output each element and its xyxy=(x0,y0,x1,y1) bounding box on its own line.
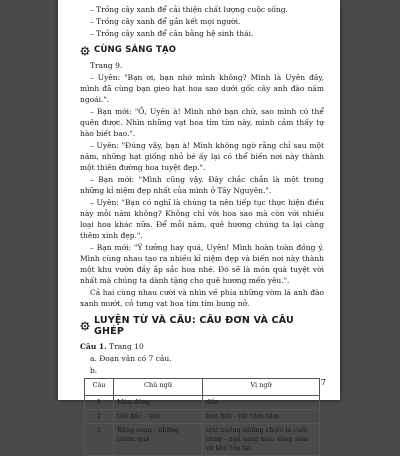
closing-paragraph: Cả hai cùng nhau cười và nhìn về phía những vòm lá anh đào xanh mướt, cỏ tưng vạt hoa tím tím bung nở. xyxy=(80,288,324,308)
answer-b: b. xyxy=(90,366,98,375)
section-heading-cung-sang-tao xyxy=(80,45,324,56)
bullet-item: – Trồng cây xanh để gắn kết mọi người. xyxy=(90,17,241,26)
gear-icon xyxy=(80,46,90,56)
table-row xyxy=(85,424,320,456)
column-header: Chủ ngữ xyxy=(114,379,203,396)
page-ref: Trang 9. xyxy=(90,61,123,70)
page-number: 7 xyxy=(320,378,326,387)
answer-a: a. Đoạn văn có 7 câu. xyxy=(90,354,172,363)
section-heading-luyen-tu-va-cau xyxy=(80,315,324,337)
table-cell: Rặng xoan - những chùm quả xyxy=(114,424,203,456)
dialog-line: – Bạn mới: "Ý tưởng hay quá, Uyên! Mình hoàn toàn đồng ý. Mình cùng nhau tạo ra nhiều kỉ niệm đẹp và biến nơi này thành một khu vườn đầy ắp sắc hoa nhé. Đó sẽ là món quà tuyệt vời nhất mà chúng ta dành tặng cho quê hương mến yêu.". xyxy=(80,243,324,285)
table-cell: hun hút - rét căm căm xyxy=(203,410,320,424)
section-title: CÙNG SÁNG TẠO xyxy=(94,45,177,55)
question-heading xyxy=(80,341,324,352)
table-cell: 1 xyxy=(85,396,114,410)
table-cell: Mùa đông xyxy=(114,396,203,410)
table-header-row xyxy=(85,379,320,396)
dialog-line: – Uyên: "Bạn ơi, bạn nhớ mình không? Mình là Uyên đây, mình đã cùng bạn gieo hạt hoa sao dưới gốc cây anh đào năm ngoái.". xyxy=(80,73,324,104)
document-page xyxy=(58,0,340,452)
table-cell: đến xyxy=(203,396,320,410)
sentence-analysis-table xyxy=(84,378,320,456)
column-header: Câu xyxy=(85,379,114,396)
column-header: Vị ngữ xyxy=(203,379,320,396)
bullet-item: – Trồng cây xanh để cải thiện chất lượng cuộc sống. xyxy=(90,5,288,14)
dialog-line: – Uyên: "Bạn có nghĩ là chúng ta nên tiếp tục thực hiện điều này mỗi năm không? Không chỉ với hoa sao mà còn với nhiều loại hoa khác nữa. Để mỗi năm, quê hương chúng ta lại càng thêm xinh đẹp.". xyxy=(80,198,324,240)
table-cell: Giá bắc - trời xyxy=(114,410,203,424)
dialog-line: – Bạn mới: "Mình cũng vậy. Đây chắc chắn là một trong những kỉ niệm đẹp nhất của mình ở Tây Nguyên.". xyxy=(80,175,324,195)
table-row xyxy=(85,396,320,410)
dialog-line: – Uyên: "Đúng vậy, bạn à! Mình không ngờ rằng chỉ sau một năm, những hạt giống nhỏ bé ấy lại có thể biến nơi này thành một thiên đường hoa tuyệt đẹp.". xyxy=(80,141,324,172)
section-title: LUYỆN TỪ VÀ CÂU: CÂU ĐƠN VÀ CÂU GHÉP xyxy=(94,315,294,337)
bullet-item: – Trồng cây xanh để cân bằng hệ sinh thái. xyxy=(90,29,254,38)
question-page: Trang 10 xyxy=(109,342,144,351)
page-content xyxy=(80,4,324,456)
table-cell: trút xuống những chiếc lá cuối cùng - ngả sang màu vàng sậm và khô tóp lại xyxy=(203,424,320,456)
dialog-line: – Bạn mới: "Ồ, Uyên à! Mình nhớ bạn chứ, sao mình có thể quên được. Nhìn những vạt hoa tím tím này, mình cảm thấy tự hào biết bao.". xyxy=(80,107,324,138)
table-cell: 2 xyxy=(85,410,114,424)
question-label: Câu 1. xyxy=(80,342,107,351)
gear-icon xyxy=(80,321,90,331)
table-cell: 3 xyxy=(85,424,114,456)
table-row xyxy=(85,410,320,424)
